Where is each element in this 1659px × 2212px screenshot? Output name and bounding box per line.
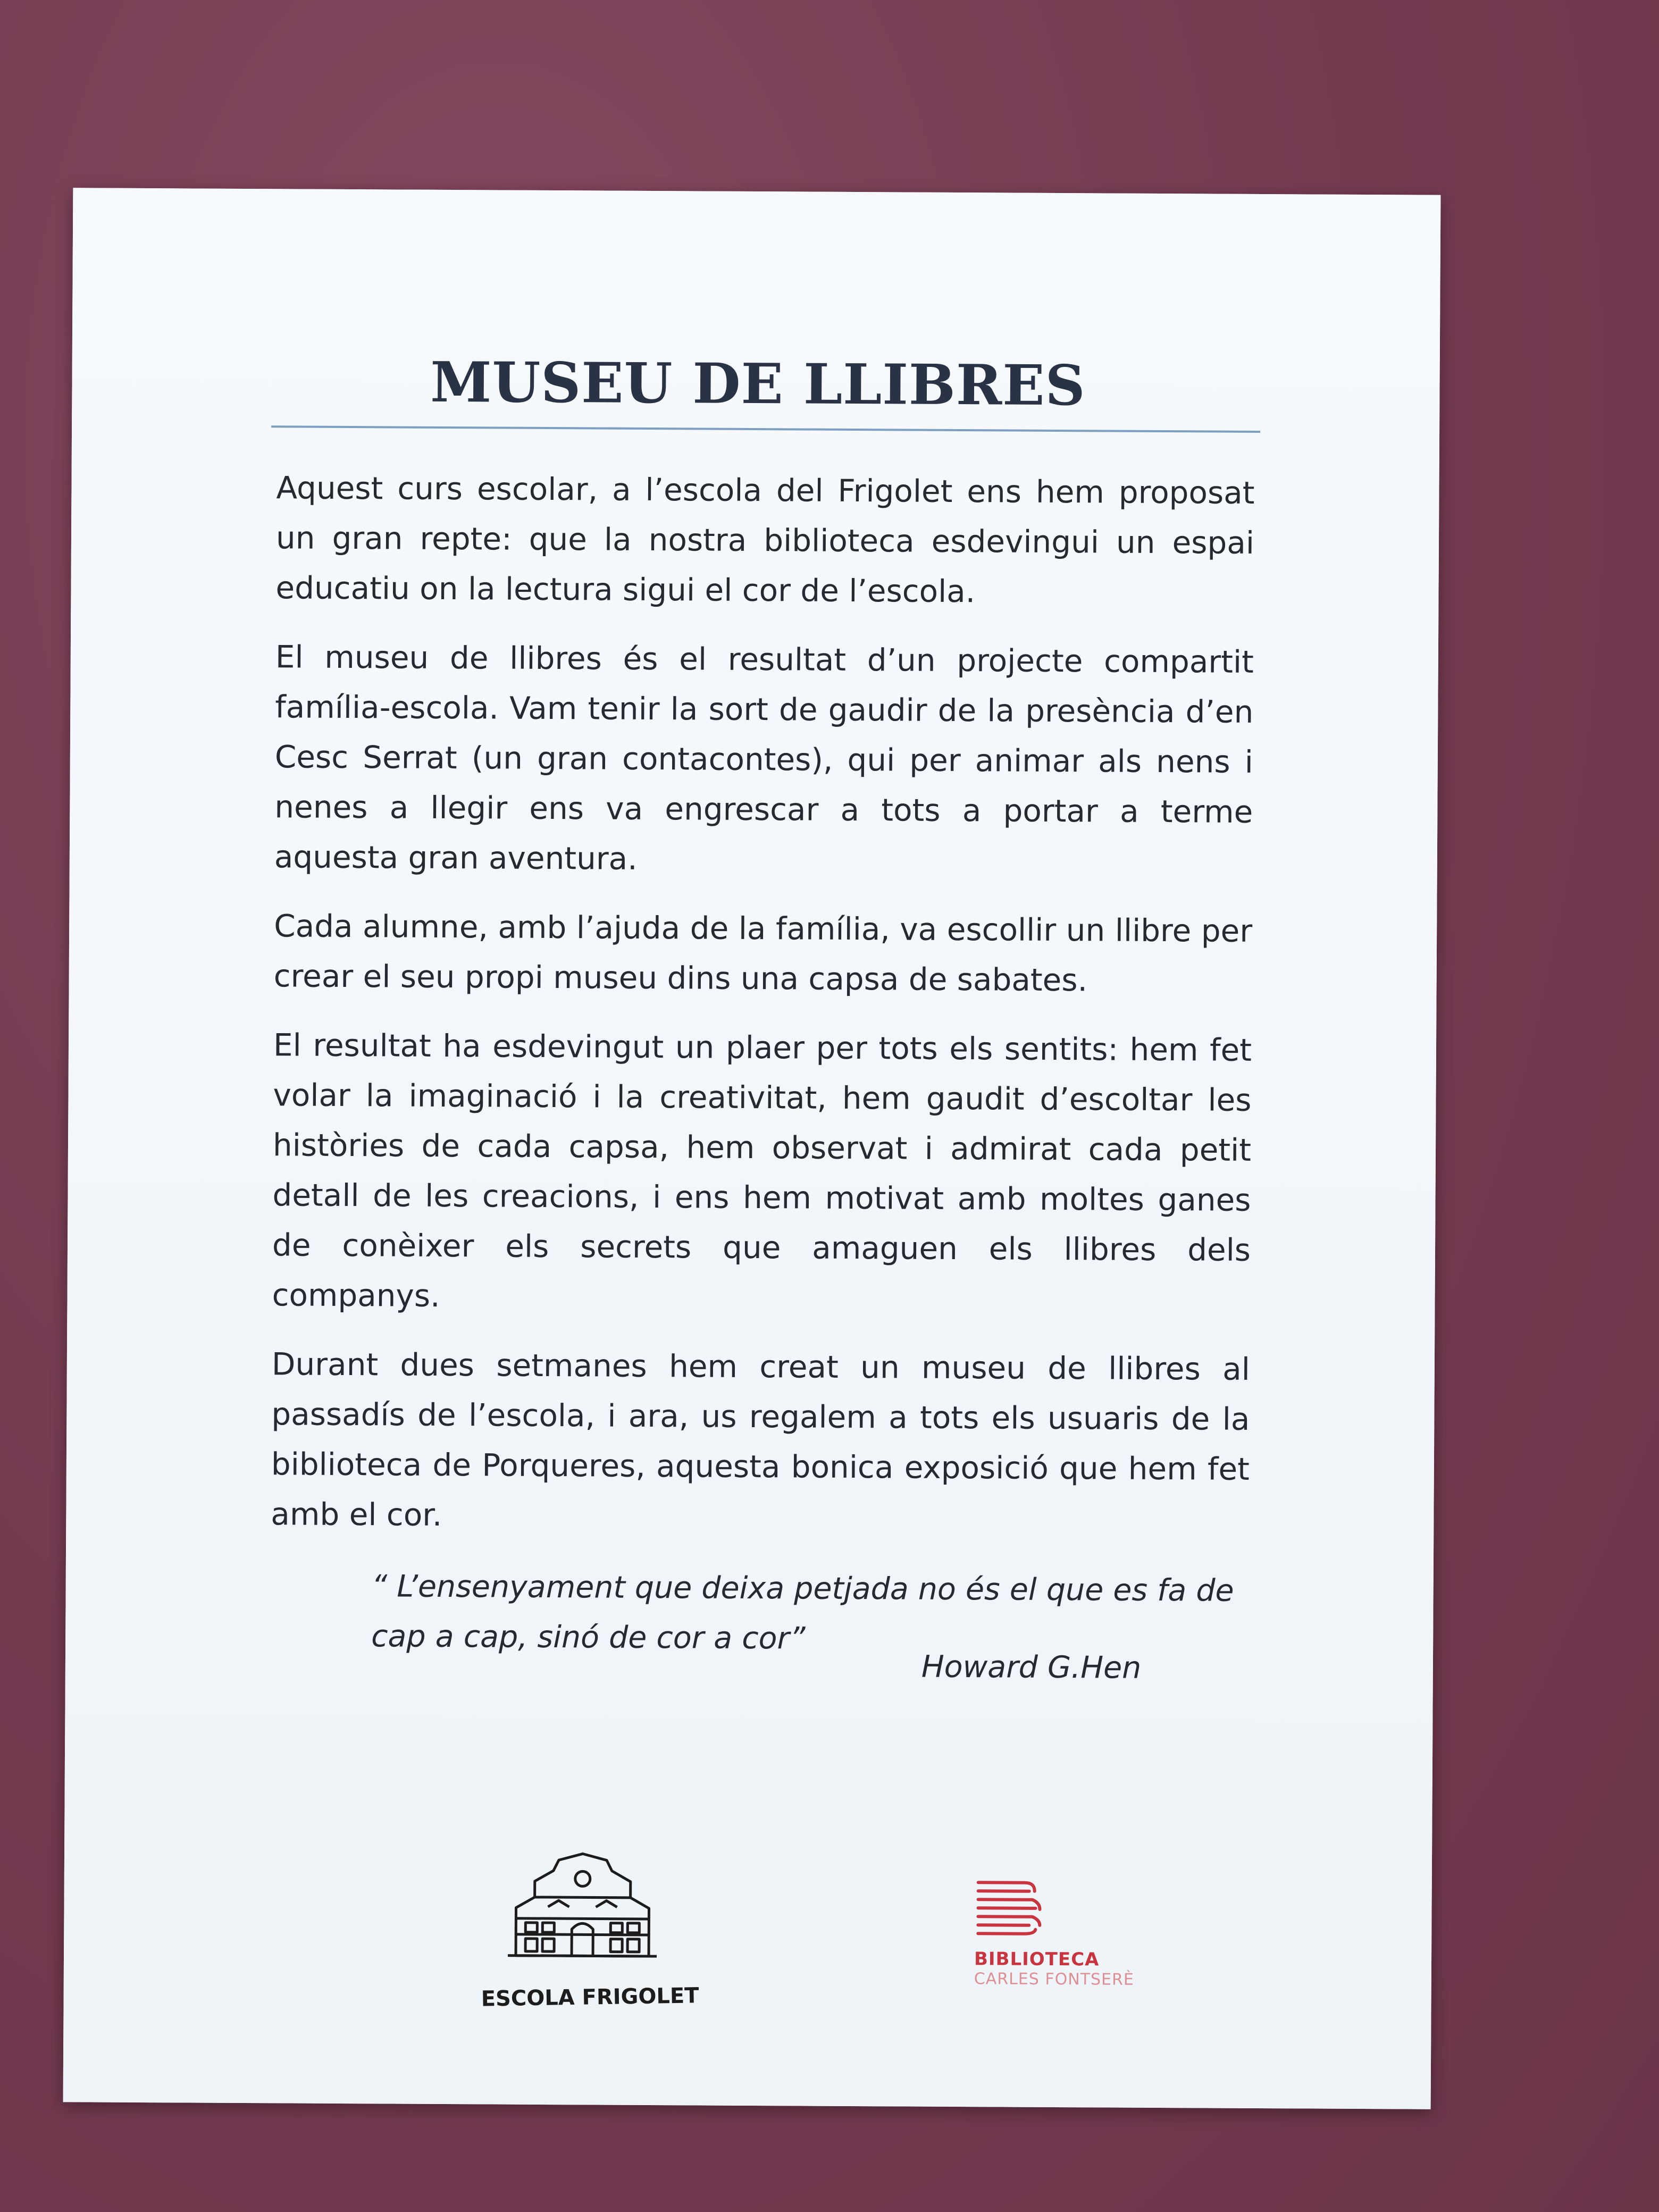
paper-sheet xyxy=(63,188,1441,2109)
paragraph-1: Aquest curs escolar, a l’escola del Frigolet ens hem proposat un gran repte: que la nostra biblioteca esdevingui un espai educatiu on la lectura sigui el cor de l’escola. xyxy=(275,470,1255,610)
biblioteca-book-icon xyxy=(976,1878,1045,1940)
paragraph-2: El museu de llibres és el resultat d’un projecte compartit família-escola. Vam tenir la sort de gaudir de la presència d’en Cesc Serrat (un gran contacontes), qui per animar als nens i nenes a llegir ens va engrescar a tots a portar a terme aquesta gran aventura. xyxy=(274,639,1254,877)
quote-author: Howard G.Hen xyxy=(921,1649,1142,1686)
quote: “ L’ensenyament que deixa petjada no és el que es fa de cap a cap, sinó de cor a cor” xyxy=(371,1569,1234,1656)
paragraph-4: El resultat ha esdevingut un plaer per tots els sentits: hem fet volar la imaginació i la creativitat, hem gaudit d’escoltar les històries de cada capsa, hem observat i admirat cada petit detall de les creacions, i ens hem motivat amb moltes ganes de conèixer els secrets que amaguen els llibres dels companys. xyxy=(272,1027,1252,1314)
biblioteca-name: BIBLIOTECA xyxy=(974,1948,1100,1971)
title-underline xyxy=(271,425,1260,433)
body-text xyxy=(271,463,1255,1563)
paragraph-3: Cada alumne, amb l’ajuda de la família, va escollir un llibre per crear el seu propi museu dins una capsa de sabates. xyxy=(273,908,1253,999)
biblioteca-subtitle: CARLES FONTSERÈ xyxy=(974,1970,1134,1989)
paragraph-5: Durant dues setmanes hem creat un museu de llibres al passadís de l’escola, i ara, us regalem a tots els usuaris de la biblioteca de Porqueres, aquesta bonica exposició que hem fet amb el cor. xyxy=(271,1346,1251,1533)
escola-building-icon xyxy=(505,1849,660,1962)
page-title: MUSEU DE LLIBRES xyxy=(430,349,1086,418)
escola-label: ESCOLA FRIGOLET xyxy=(481,1983,699,2012)
